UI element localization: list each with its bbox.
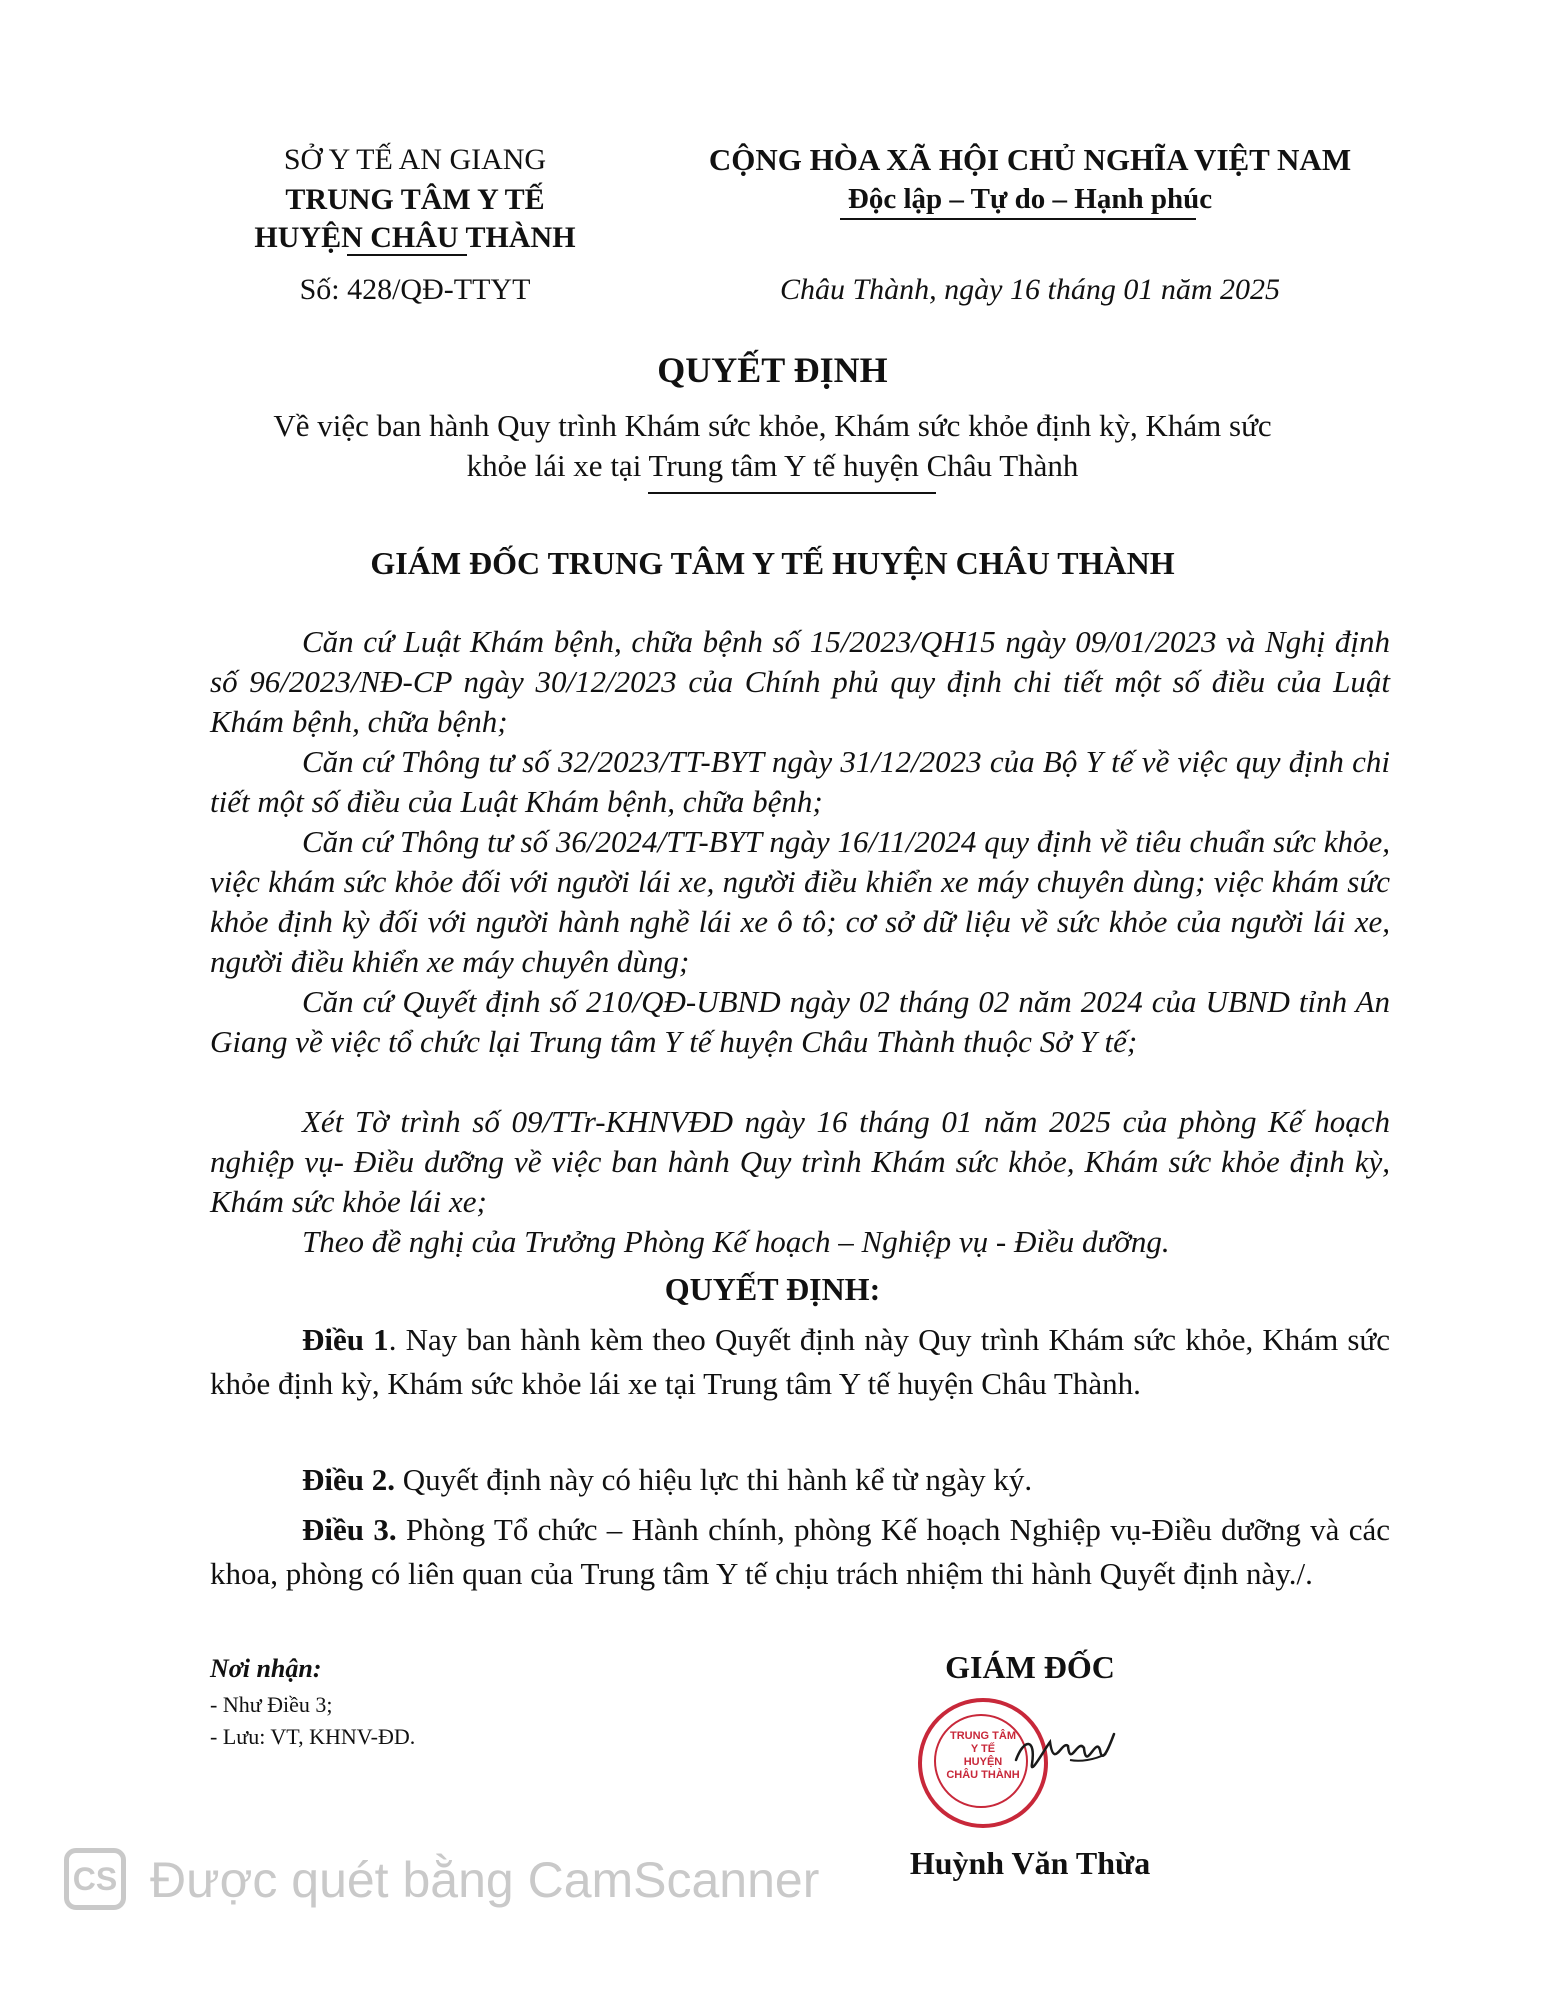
signer-title: GIÁM ĐỐC (945, 1649, 1115, 1685)
national-motto: Độc lập – Tự do – Hạnh phúc (847, 183, 1213, 215)
recipient-item: - Như Điều 3; (210, 1692, 333, 1717)
signer-name: Huỳnh Văn Thừa (909, 1845, 1151, 1881)
org-name-line2: HUYỆN CHÂU THÀNH (254, 221, 576, 254)
article-text: Phòng Tổ chức – Hành chính, phòng Kế hoạch Nghiệp vụ-Điều dưỡng và các khoa, phòng có liên quan của Trung tâm Y tế chịu trách nhiệm thi hành Quyết định này./. (210, 1512, 1391, 1591)
document-title: QUYẾT ĐỊNH (657, 350, 888, 390)
nation-name: CỘNG HÒA XÃ HỘI CHỦ NGHĨA VIỆT NAM (708, 142, 1352, 177)
basis-paragraph: Căn cứ Luật Khám bệnh, chữa bệnh số 15/2023/QH15 ngày 09/01/2023 và Nghị định số 96/2023/NĐ-CP ngày 30/12/2023 của Chính phủ quy định chi tiết một số điều của Luật Khám bệnh, chữa bệnh; (210, 624, 1390, 739)
recipient-item: - Lưu: VT, KHNV-ĐD. (210, 1724, 416, 1749)
basis-paragraph: Căn cứ Thông tư số 36/2024/TT-BYT ngày 16/11/2024 quy định về tiêu chuẩn sức khỏe, việc khám sức khỏe đối với người lái xe, người điều khiển xe máy chuyên dùng; việc khám sức khỏe định kỳ đối với người hành nghề lái xe ô tô; cơ sở dữ liệu về sức khỏe của người lái xe, người điều khiển xe máy chuyên dùng; (210, 824, 1390, 979)
article-label: Điều 2. (302, 1462, 395, 1497)
org-name-line1: TRUNG TÂM Y TẾ (285, 183, 545, 216)
basis-paragraph: Căn cứ Quyết định số 210/QĐ-UBND ngày 02 tháng 02 năm 2024 của UBND tỉnh An Giang về việc tổ chức lại Trung tâm Y tế huyện Châu Thành thuộc Sở Y tế; (210, 984, 1390, 1059)
recipients-heading: Nơi nhận: (210, 1654, 322, 1683)
agency-name: SỞ Y TẾ AN GIANG (283, 143, 547, 176)
document-number: Số: 428/QĐ-TTYT (299, 273, 531, 306)
decision-heading: QUYẾT ĐỊNH: (664, 1271, 881, 1307)
article-1 (210, 1318, 1390, 1406)
subject-rule (648, 492, 936, 494)
subject-line2: khỏe lái xe tại Trung tâm Y tế huyện Châu Thành (466, 448, 1079, 483)
seal-text: TRUNG TÂM Y TẾ HUYỆN CHÂU THÀNH (946, 1730, 1020, 1781)
article-3 (210, 1508, 1390, 1596)
subject-line1: Về việc ban hành Quy trình Khám sức khỏe, Khám sức khỏe định kỳ, Khám sức (273, 408, 1272, 443)
article-text: Nay ban hành kèm theo Quyết định này Quy trình Khám sức khỏe, Khám sức khỏe định kỳ, Khám sức khỏe lái xe tại Trung tâm Y tế huyện Châu Thành. (210, 1322, 1390, 1401)
handwritten-signature (1010, 1720, 1120, 1790)
article-label: Điều 1 (302, 1322, 389, 1357)
camscanner-watermark: Được quét bằng CamScanner (150, 1852, 820, 1908)
header-left-rule (347, 254, 467, 256)
article-label: Điều 3. (302, 1512, 397, 1547)
article-separator: . (388, 1322, 406, 1357)
place-date: Châu Thành, ngày 16 tháng 01 năm 2025 (779, 273, 1280, 306)
motto-rule (840, 218, 1196, 220)
article-2 (210, 1458, 1390, 1502)
camscanner-logo-icon: CS (64, 1848, 126, 1910)
basis-paragraph: Căn cứ Thông tư số 32/2023/TT-BYT ngày 31/12/2023 của Bộ Y tế về việc quy định chi tiết một số điều của Luật Khám bệnh, chữa bệnh; (210, 744, 1390, 819)
basis-paragraph: Theo đề nghị của Trưởng Phòng Kế hoạch – Nghiệp vụ - Điều dưỡng. (302, 1224, 1170, 1259)
article-separator (395, 1462, 403, 1497)
basis-paragraph: Xét Tờ trình số 09/TTr-KHNVĐD ngày 16 tháng 01 năm 2025 của phòng Kế hoạch nghiệp vụ- Điều dưỡng về việc ban hành Quy trình Khám sức khỏe, Khám sức khỏe định kỳ, Khám sức khỏe lái xe; (210, 1104, 1390, 1219)
issuing-authority: GIÁM ĐỐC TRUNG TÂM Y TẾ HUYỆN CHÂU THÀNH (370, 545, 1175, 581)
article-text: Quyết định này có hiệu lực thi hành kể từ ngày ký. (402, 1462, 1033, 1497)
article-separator (397, 1512, 406, 1547)
